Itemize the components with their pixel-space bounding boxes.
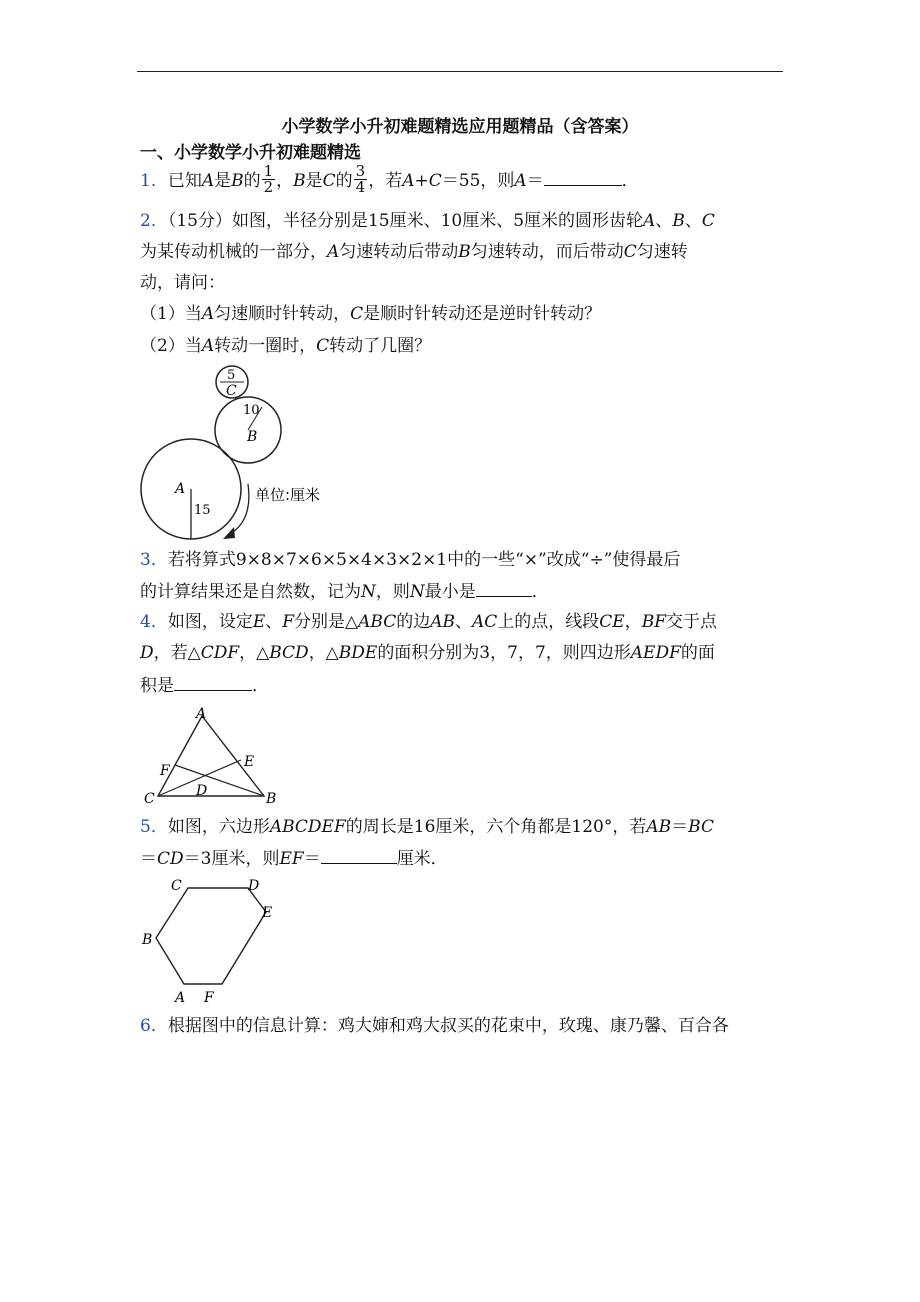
question-number: 5． xyxy=(140,817,168,837)
question-number: 6． xyxy=(140,1016,168,1036)
vertex-a-label: A xyxy=(175,990,186,1006)
question-2-line-1: 2．（15分）如图，半径分别是15厘米、10厘米、5厘米的圆形齿轮A、B、C xyxy=(140,211,715,231)
fraction-one-half: $\frac{1}{2}$ xyxy=(263,162,274,196)
vertex-c-label: C xyxy=(171,878,182,894)
section-heading: 一、小学数学小升初难题精选 xyxy=(140,143,361,163)
question-6-line-1: 6．根据图中的信息计算：鸡大婶和鸡大叔买的花束中，玫瑰、康乃馨、百合各 xyxy=(140,1016,729,1036)
point-d-label: D xyxy=(196,783,208,799)
question-1: 1．已知A是B的 $\frac{1}{2}$ ，B是C的 $\frac{3}{4}$ ，若A+C＝55，则A＝ ． xyxy=(140,162,639,196)
answer-blank[interactable] xyxy=(321,847,397,864)
question-number: 1． xyxy=(140,171,168,191)
question-4-line-1: 4．如图，设定E、F分别是△ABC的边AB、AC上的点，线段CE，BF交于点 xyxy=(140,612,718,632)
question-number: 2． xyxy=(140,211,168,231)
vertex-f-label: F xyxy=(204,990,214,1006)
point-e-label: E xyxy=(244,754,255,770)
answer-blank[interactable] xyxy=(476,580,532,597)
arrow-head-icon xyxy=(223,527,235,539)
gear-b-radius: 10 xyxy=(243,403,260,418)
question-2-line-2: 为某传动机械的一部分，A匀速转动后带动B匀速转动，而后带动C匀速转 xyxy=(140,242,688,262)
hexagon-diagram xyxy=(138,872,288,1017)
question-3-line-1: 3．若将算式9×8×7×6×5×4×3×2×1中的一些“×”改成“÷”使得最后 xyxy=(140,550,681,570)
question-number: 4． xyxy=(140,612,168,632)
gear-c-radius: 5 xyxy=(227,368,236,383)
gear-a-label: A xyxy=(175,481,186,497)
vertex-a-label: A xyxy=(196,706,207,722)
question-2-part-2: （2）当A转动一圈时，C转动了几圈？ xyxy=(140,336,432,356)
unit-label: 单位:厘米 xyxy=(255,486,321,504)
point-f-label: F xyxy=(160,763,170,779)
vertex-d-label: D xyxy=(248,878,260,894)
hexagon-abcdef xyxy=(156,888,266,984)
header-rule xyxy=(137,71,783,72)
gear-diagram xyxy=(135,362,355,547)
question-number: 3． xyxy=(140,550,168,570)
gear-c-label: C xyxy=(226,383,237,399)
vertex-b-label: B xyxy=(142,932,153,948)
question-4-line-3: 积是 ． xyxy=(140,676,269,696)
question-5-line-1: 5．如图，六边形ABCDEF的周长是16厘米，六个角都是120°，若AB＝BC xyxy=(140,817,714,837)
vertex-c-label: C xyxy=(144,791,155,807)
gear-a-radius: 15 xyxy=(194,503,211,518)
page-title: 小学数学小升初难题精选应用题精品（含答案） xyxy=(281,117,639,137)
answer-blank[interactable] xyxy=(544,169,622,186)
rotation-arrow xyxy=(230,484,249,534)
question-3-line-2: 的计算结果还是自然数，记为N，则N最小是 ． xyxy=(140,582,549,602)
triangle-diagram xyxy=(138,702,288,815)
answer-blank[interactable] xyxy=(174,674,252,691)
gear-b-label: B xyxy=(247,429,258,445)
vertex-b-label: B xyxy=(266,791,277,807)
question-4-line-2: D，若△CDF，△BCD，△BDE的面积分别为3，7，7，则四边形AEDF的面 xyxy=(140,643,715,663)
question-5-line-2: ＝CD＝3厘米，则EF＝ 厘米． xyxy=(140,849,448,869)
question-2-line-3: 动，请问： xyxy=(140,273,225,293)
vertex-e-label: E xyxy=(262,905,273,921)
question-2-part-1: （1）当A匀速顺时针转动，C是顺时针转动还是逆时针转动？ xyxy=(140,304,602,324)
fraction-three-quarters: $\frac{3}{4}$ xyxy=(355,162,366,196)
